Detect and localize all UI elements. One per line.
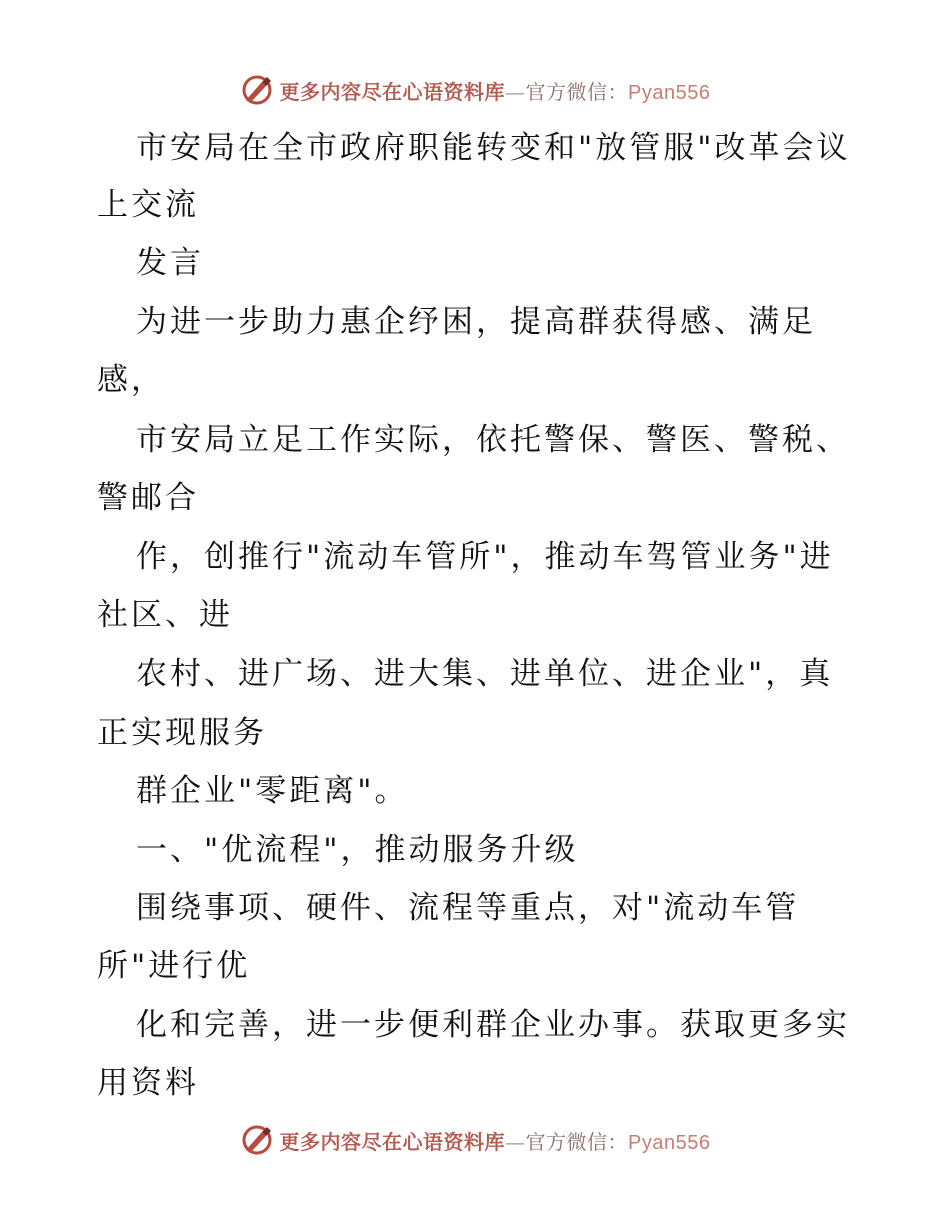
text-line: 市安局立足工作实际，依托警保、警医、警税、 bbox=[136, 422, 850, 458]
text-line: 农村、进广场、进大集、进单位、进企业"，真 bbox=[136, 656, 834, 692]
text-line: 一、"优流程"，推动服务升级 bbox=[136, 832, 579, 868]
text-line: 所"进行优 bbox=[97, 948, 251, 984]
pen-logo-icon bbox=[240, 1123, 274, 1157]
text-line: 群企业"零距离"。 bbox=[136, 773, 409, 809]
text-line: 化和完善，进一步便利群企业办事。获取更多实 bbox=[136, 1007, 850, 1043]
banner-wechat-label: 官方微信： bbox=[525, 1129, 629, 1154]
banner-title: 更多内容尽在心语资料库 bbox=[279, 1129, 506, 1154]
banner-dash: — bbox=[505, 79, 526, 104]
banner-wechat-id: Pyan556 bbox=[628, 1131, 711, 1154]
text-line: 上交流 bbox=[97, 187, 199, 223]
text-line: 作，创推行"流动车管所"，推动车驾管业务"进 bbox=[136, 539, 834, 575]
text-line: 围绕事项、硬件、流程等重点，对"流动车管 bbox=[136, 890, 800, 926]
text-line: 正实现服务 bbox=[97, 715, 267, 751]
banner-title: 更多内容尽在心语资料库 bbox=[279, 79, 506, 104]
text-line: 用资料 bbox=[97, 1065, 199, 1101]
pen-logo-icon bbox=[240, 73, 274, 107]
footer-watermark bbox=[0, 1120, 950, 1160]
text-line: 市安局在全市政府职能转变和"放管服"改革会议 bbox=[136, 130, 851, 166]
banner-dash: — bbox=[505, 1129, 526, 1154]
text-line: 警邮合 bbox=[97, 480, 199, 516]
header-watermark bbox=[0, 70, 950, 110]
text-line: 社区、进 bbox=[97, 597, 233, 633]
text-line: 感， bbox=[97, 362, 165, 398]
text-line: 为进一步助力惠企纾困，提高群获得感、满足 bbox=[136, 304, 816, 340]
text-line: 发言 bbox=[136, 245, 204, 281]
banner-wechat-label: 官方微信： bbox=[525, 79, 629, 104]
banner-wechat-id: Pyan556 bbox=[628, 81, 711, 104]
